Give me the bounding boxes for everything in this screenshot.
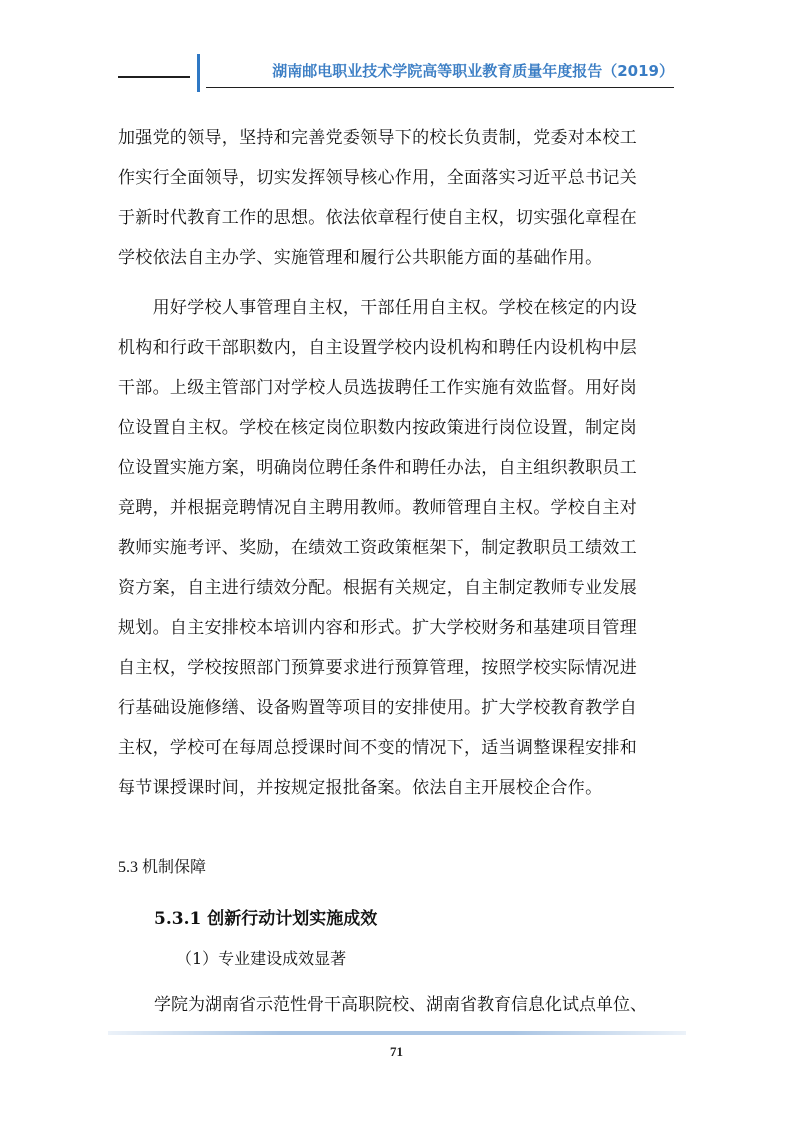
- subheading-item-1: （1）专业建设成效显著: [176, 949, 347, 968]
- text-line: 用好学校人事管理自主权，干部任用自主权。学校在核定的内设: [118, 298, 637, 318]
- header-title: 湖南邮电职业技术学院高等职业教育质量年度报告（2019）: [272, 62, 674, 80]
- text-line: 于新时代教育工作的思想。依法依章程行使自主权，切实强化章程在: [118, 208, 637, 228]
- header-accent-bar: [197, 54, 200, 92]
- text-line: 机构和行政干部职数内，自主设置学校内设机构和聘任内设机构中层: [118, 338, 637, 358]
- section-heading-5-3: 5.3 机制保障: [118, 859, 207, 876]
- text-line: 教师实施考评、奖励，在绩效工资政策框架下，制定教职员工绩效工: [118, 538, 637, 558]
- section-heading-5-3-1: 5.3.1 创新行动计划实施成效: [154, 909, 378, 929]
- paragraph-1: [118, 118, 678, 278]
- page-number: 71: [390, 1044, 403, 1059]
- header-rule-left: [118, 76, 190, 78]
- text-line: 自主权，学校按照部门预算要求进行预算管理，按照学校实际情况进: [118, 658, 637, 678]
- text-line: 学院为湖南省示范性骨干高职院校、湖南省教育信息化试点单位、: [154, 995, 647, 1015]
- text-line: 学校依法自主办学、实施管理和履行公共职能方面的基础作用。: [118, 248, 603, 268]
- text-line: 位设置自主权。学校在核定岗位职数内按政策进行岗位设置，制定岗: [118, 418, 637, 438]
- text-line: 干部。上级主管部门对学校人员选拔聘任工作实施有效监督。用好岗: [118, 378, 637, 398]
- text-line: 位设置实施方案，明确岗位聘任条件和聘任办法，自主组织教职员工: [118, 458, 637, 478]
- header-rule-right: [206, 87, 674, 88]
- text-line: 竞聘，并根据竞聘情况自主聘用教师。教师管理自主权。学校自主对: [118, 498, 637, 518]
- text-line: 行基础设施修缮、设备购置等项目的安排使用。扩大学校教育教学自: [118, 698, 637, 718]
- text-line: 资方案，自主进行绩效分配。根据有关规定，自主制定教师专业发展: [118, 578, 637, 598]
- footer-rule: [108, 1031, 686, 1035]
- text-line: 每节课授课时间，并按规定报批备案。依法自主开展校企合作。: [118, 778, 603, 798]
- text-line: 加强党的领导，坚持和完善党委领导下的校长负责制，党委对本校工: [118, 128, 637, 148]
- text-line: 作实行全面领导，切实发挥领导核心作用，全面落实习近平总书记关: [118, 168, 637, 188]
- text-line: 主权，学校可在每周总授课时间不变的情况下，适当调整课程安排和: [118, 738, 637, 758]
- text-line: 规划。自主安排校本培训内容和形式。扩大学校财务和基建项目管理: [118, 618, 637, 638]
- paragraph-2: [118, 288, 678, 808]
